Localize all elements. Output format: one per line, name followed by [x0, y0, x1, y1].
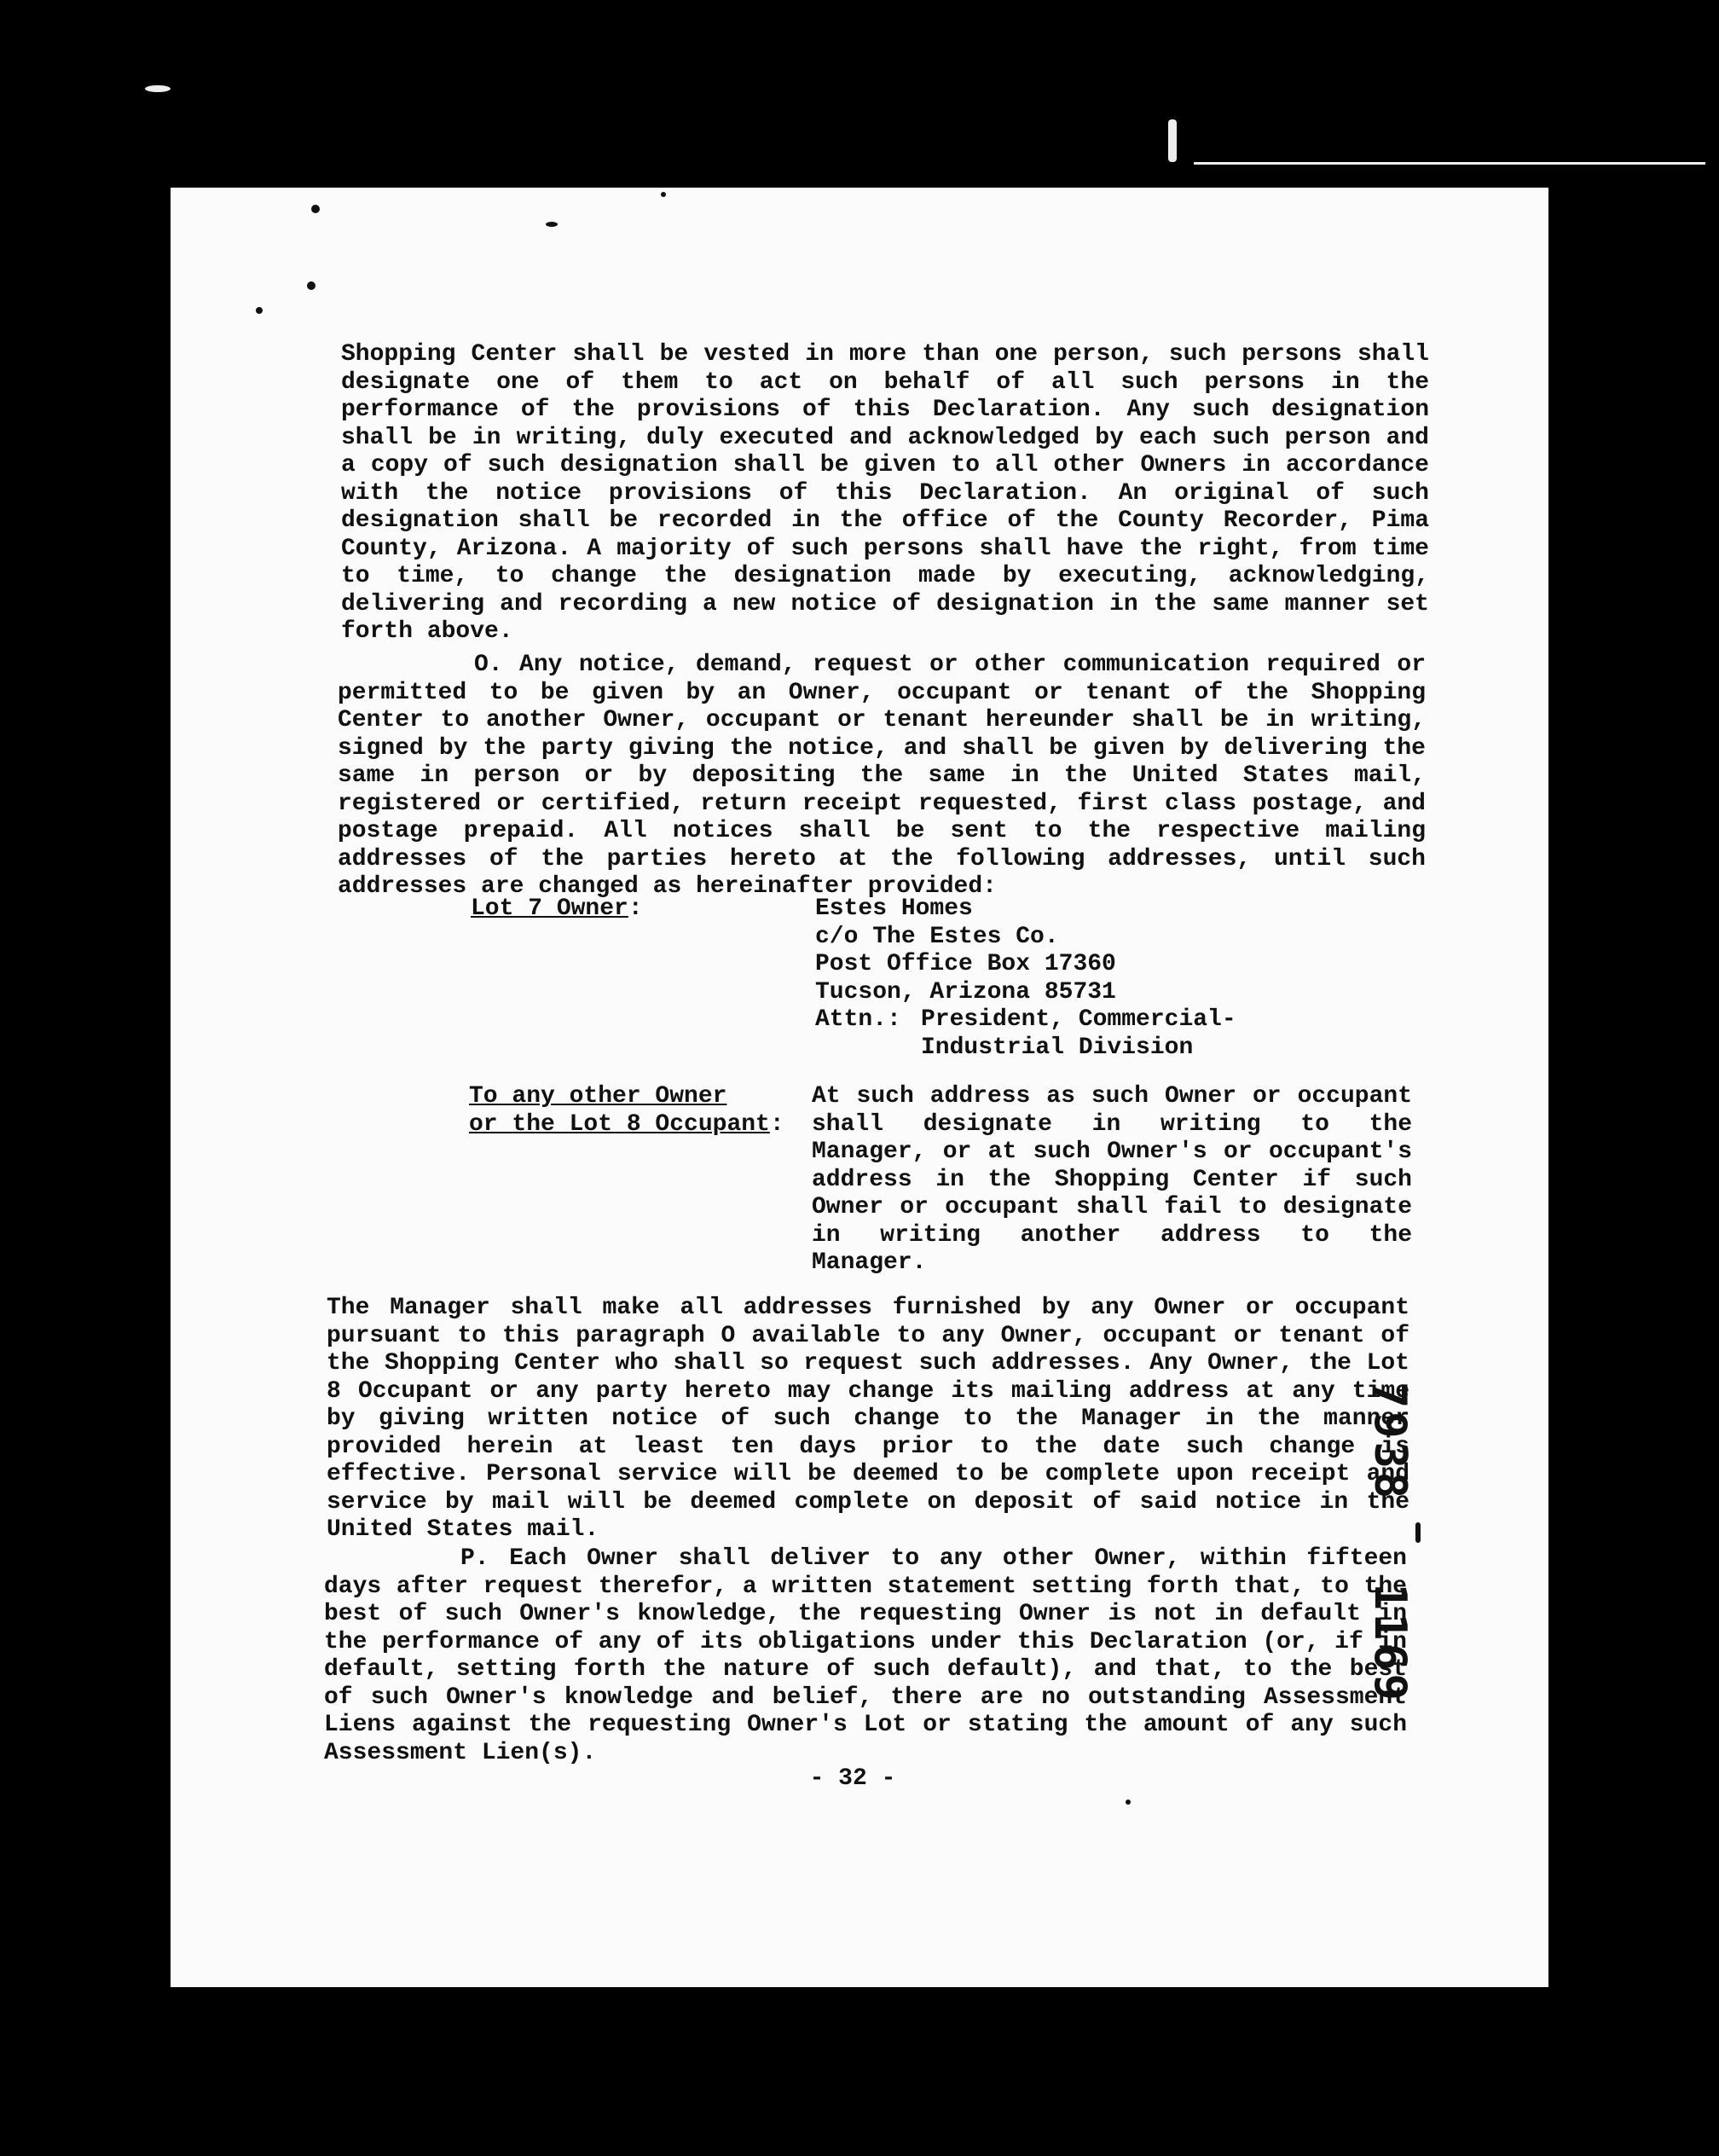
scan-speck — [311, 205, 320, 213]
scan-speck — [256, 307, 263, 314]
recording-stamp — [1364, 1382, 1415, 1704]
scan-speck — [546, 222, 558, 227]
paragraph-o: O. Any notice, demand, request or other communication required or permitted to be given by an Owner, occupant or tenant of the Shopping Center to another Owner, occupant or tenant hereunder shall be in writing, signed by the party giving the notice, and shall be given by delivering the same in person or by depositing the same in the United States mail, registered or certified, return receipt requested, first class postage, and postage prepaid. All notices shall be sent to the respective mailing addresses of the parties hereto at the following addresses, until such addresses are changed as hereinafter provided: — [338, 652, 1426, 900]
scan-speck — [307, 281, 315, 290]
scan-speck — [1168, 119, 1177, 162]
recording-book-number: 7938 — [1364, 1382, 1415, 1503]
address-line: Tucson, Arizona 85731 — [815, 978, 1116, 1006]
attention-value: President, Commercial-Industrial Division — [921, 1006, 1236, 1061]
other-owner-address: At such address as such Owner or occupant shall designate in writing to the Manager, or at such Owner's or occupant's address in the Shopping Center if such Owner or occupant shall fail to designate in writing another address to the Manager. — [812, 1083, 1412, 1276]
recording-page-number: 1169 — [1364, 1583, 1415, 1704]
address-line: Estes Homes — [815, 895, 973, 922]
paragraph-n-continuation: Shopping Center shall be vested in more than one person, such persons shall designate one of them to act on behalf of all such persons in the performance of the provisions of this Declaration. Any such designation shall be in writing, duly executed and acknowledged by each such person and a copy of such designation shall be given to all other Owners in accordance with the notice provisions of this Declaration. An original of such designation shall be recorded in the office of the County Recorder, Pima County, Arizona. A majority of such persons shall have the right, from time to time, to change the designation made by executing, acknowledging, delivering and recording a new notice of designation in the same manner set forth above. — [341, 341, 1429, 645]
lot7-owner-address — [815, 895, 1412, 1062]
address-line: Post Office Box 17360 — [815, 951, 1116, 977]
attention-label: Attn.: — [815, 1006, 901, 1033]
scan-speck — [1126, 1800, 1131, 1805]
scan-speck — [1194, 162, 1705, 165]
paragraph-manager: The Manager shall make all addresses furnished by any Owner or occupant pursuant to this paragraph O available to any Owner, occupant or tenant of the Shopping Center who shall so request such addresses. Any Owner, the Lot 8 Occupant or any party hereto may change its mailing address at any time by giving written notice of such change to the Manager in the manner provided herein at least ten days prior to the date such change is effective. Personal service will be deemed to be complete upon receipt and service by mail will be deemed complete on deposit of said notice in the United States mail. — [327, 1295, 1409, 1543]
address-line: c/o The Estes Co. — [815, 923, 1059, 950]
scan-speck — [1415, 1522, 1421, 1543]
lot7-owner-label: Lot 7 Owner: — [471, 895, 643, 922]
scan-speck — [661, 192, 666, 197]
page-number: - 32 - — [809, 1765, 896, 1792]
other-owner-label: To any other Owner or the Lot 8 Occupant: — [469, 1083, 784, 1138]
paragraph-p: P. Each Owner shall deliver to any other Owner, within fifteen days after request therefor, a written statement setting forth that, to the best of such Owner's knowledge, the requesting Owner is not in default in the performance of any of its obligations under this Declaration (or, if in default, setting forth the nature of such default), and that, to the best of such Owner's knowledge and belief, there are no outstanding Assessment Liens against the requesting Owner's Lot or stating the amount of any such Assessment Lien(s). — [324, 1545, 1407, 1766]
scan-speck — [145, 85, 171, 92]
